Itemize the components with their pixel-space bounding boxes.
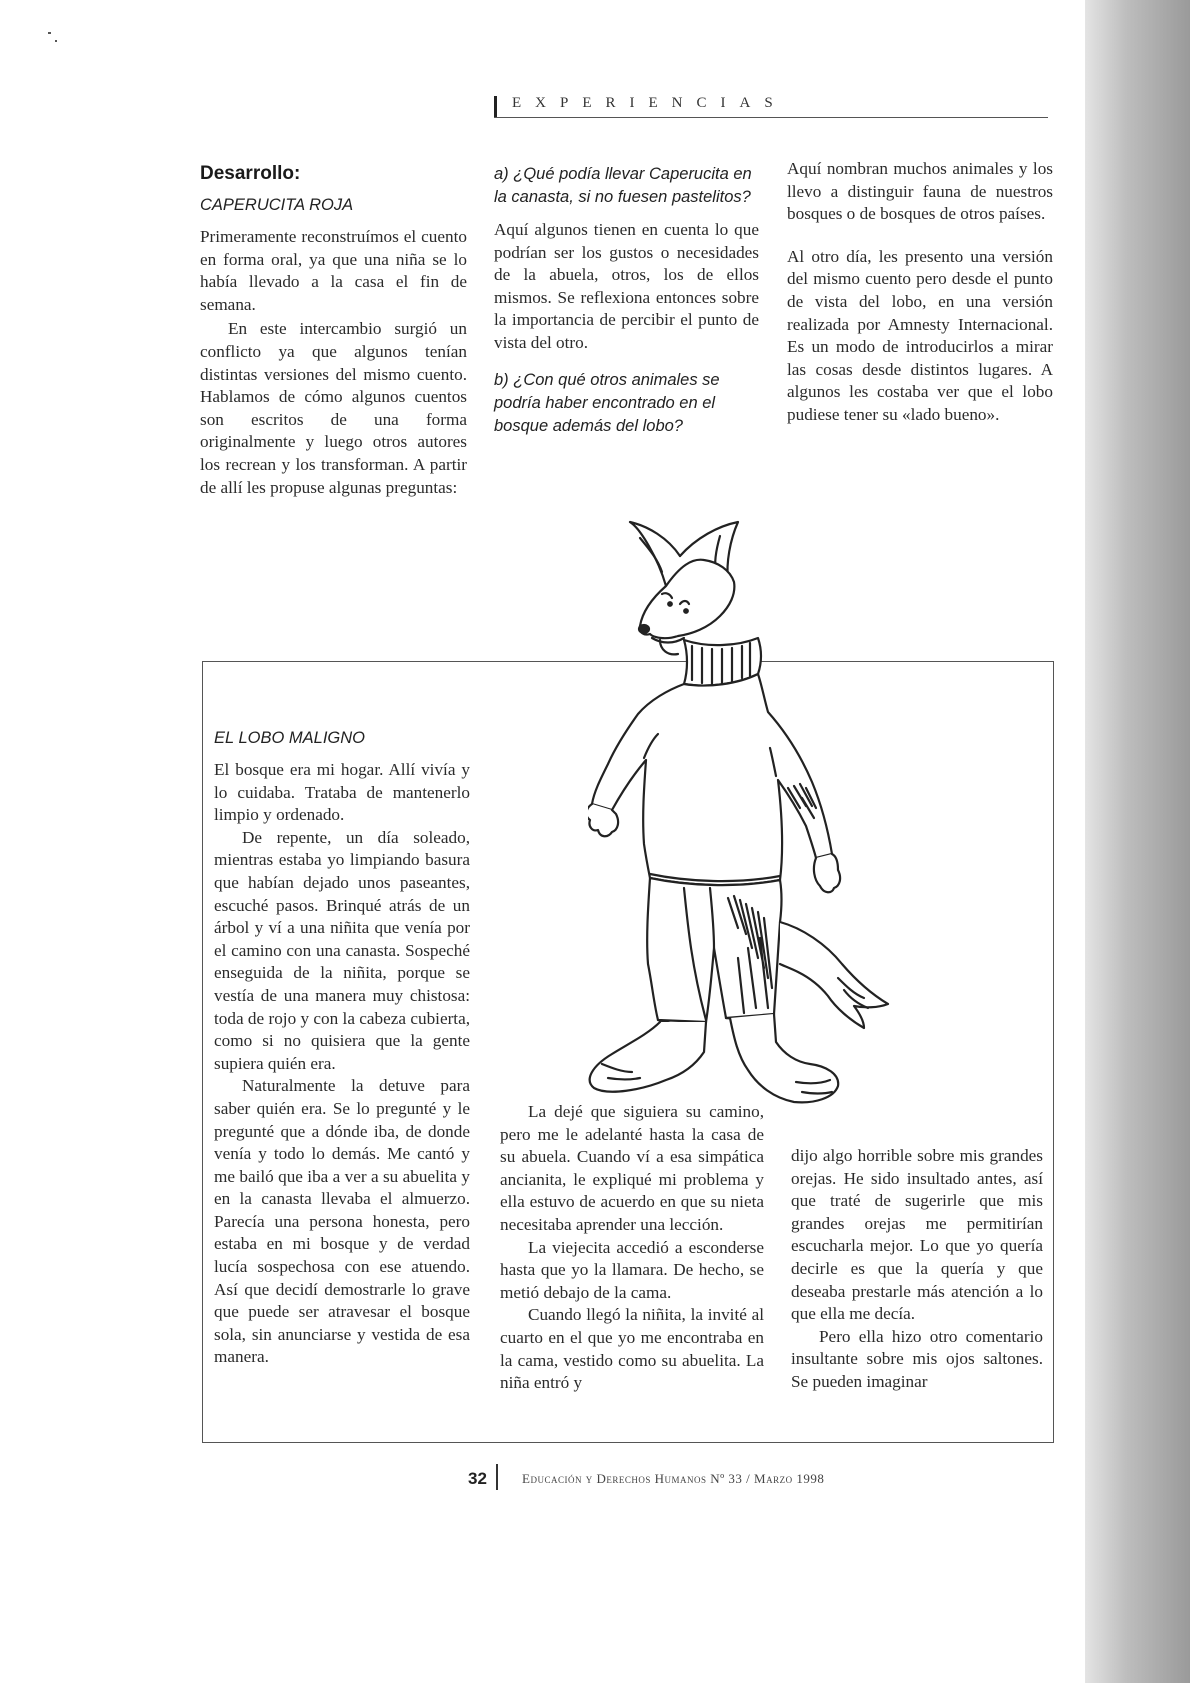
left-column	[200, 163, 467, 499]
paragraph: En este intercambio surgió un conflicto ya que algunos tenían distintas versiones del mismo cuento. Hablamos de cómo algunos cuentos son escritos de una forma originalmente y luego otros autores los recrean y los transforman. A partir de allí les propuse algunas preguntas:	[200, 319, 467, 497]
paragraph: Al otro día, les presento una versión del mismo cuento pero desde el punto de vista del lobo, en una versión realizada por Amnesty Internacional. Es un modo de introducirlos a mirar las cosas desde distintos lugares. A algunos les costaba ver que el lobo pudiese tener su «lado bueno».	[787, 246, 1053, 424]
right-column	[787, 158, 1053, 427]
scan-speck	[48, 32, 51, 34]
paragraph: El bosque era mi hogar. Allí vivía y lo cuidaba. Trataba de mantenerlo limpio y ordenado.	[214, 760, 470, 825]
scan-speck	[55, 40, 57, 42]
page-number: 32	[468, 1469, 487, 1488]
section-subheading: CAPERUCITA ROJA	[200, 196, 354, 214]
paragraph: dijo algo horrible sobre mis grandes orejas. He sido insultado antes, así que traté de sugerirle que mis grandes orejas me permitirían escucharla mejor. Lo que yo quería decirle es que la quería y que deseaba prestarle más atención a lo que ella me decía.	[791, 1146, 1043, 1324]
story-title: EL LOBO MALIGNO	[214, 729, 365, 747]
story-column-2	[500, 1101, 764, 1395]
paragraph: Cuando llegó la niñita, la invité al cuarto en el que yo me encontraba en la cama, vestido como su abuelita. La niña entró y	[500, 1305, 764, 1393]
paragraph: Aquí algunos tienen en cuenta lo que podrían ser los gustos o necesidades de la abuela, otros, los de ellos mismos. Se reflexiona entonces sobre la importancia de percibir el punto de vista del otro.	[494, 220, 759, 352]
middle-column	[494, 163, 759, 438]
paragraph: Aquí nombran muchos animales y los llevo a distinguir fauna de nuestros bosques o de bosques de otros países.	[787, 159, 1053, 224]
question-a: a) ¿Qué podía llevar Caperucita en la canasta, si no fuesen pastelitos?	[494, 165, 752, 206]
paragraph: Pero ella hizo otro comentario insultante sobre mis ojos saltones. Se pueden imaginar	[791, 1326, 1043, 1391]
story-column-3	[791, 1145, 1043, 1394]
section-heading: Desarrollo:	[200, 163, 301, 184]
page-edge-shadow	[1085, 0, 1190, 1683]
story-column-1	[214, 727, 470, 1369]
paragraph: Primeramente reconstruímos el cuento en forma oral, ya que una niña se lo había llevado a la casa el fin de semana.	[200, 227, 467, 314]
paragraph: La dejé que siguiera su camino, pero me le adelanté hasta la casa de su abuela. Cuando ví a esa simpática ancianita, le expliqué mi problema y ella estuvo de acuerdo en que su nieta necesitaba aprender una lección.	[500, 1102, 764, 1234]
publication-footer: Educación y Derechos Humanos Nº 33 / Marzo 1998	[522, 1471, 825, 1486]
paragraph: La viejecita accedió a esconderse hasta que yo la llamara. De hecho, se metió debajo de la cama.	[500, 1237, 764, 1302]
paragraph: De repente, un día soleado, mientras estaba yo limpiando basura que habían dejado unos paseantes, escuché pasos. Brinqué atrás de un árbol y ví a una niñita que venía por el camino con una canasta. Sospeché enseguida de la niñita, porque se vestía de una manera muy chistosa: toda de rojo y con la cabeza cubierta, como si no quisiera que la gente supiera quién era.	[214, 827, 470, 1073]
section-header: EXPERIENCIAS	[512, 95, 787, 111]
footer-bar	[496, 1464, 498, 1490]
header-bar	[494, 96, 497, 118]
header-rule	[494, 117, 1048, 118]
question-b: b) ¿Con qué otros animales se podría haber encontrado en el bosque además del lobo?	[494, 370, 720, 435]
paragraph: Naturalmente la detuve para saber quién era. Se lo pregunté y le pregunté que a dónde iba, de donde venía y todo lo demás. Me cantó y me bailó que iba a ver a su abuelita y en la canasta llevaba el almuerzo. Parecía una persona honesta, pero estaba en mi bosque y de verdad lucía sospechosa con ese atuendo. Así que decidí demostrarle lo grave que puede ser atravesar el bosque sola, sin anunciarse y vestida de esa manera.	[214, 1076, 470, 1367]
wolf-illustration-icon	[588, 508, 978, 1108]
